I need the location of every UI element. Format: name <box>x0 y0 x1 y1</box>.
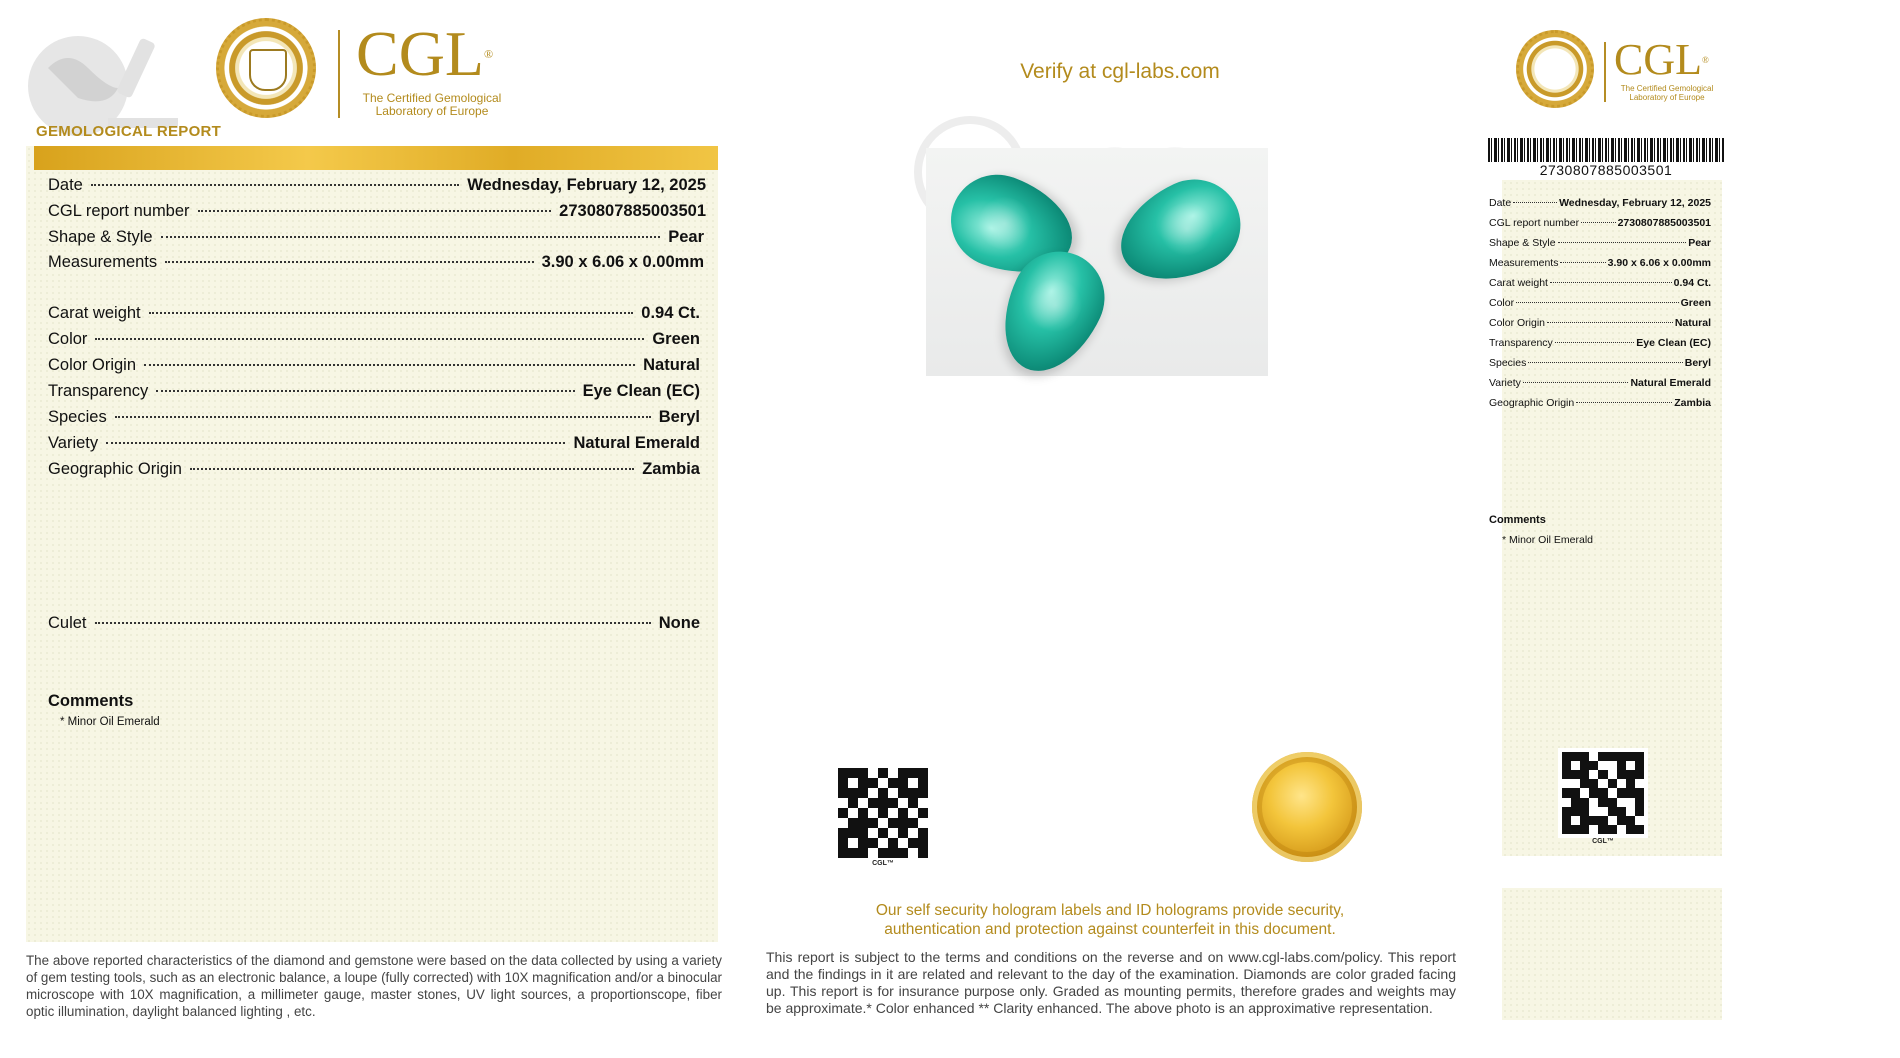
summary-row-color-origin: Color Origin Natural <box>1489 317 1711 329</box>
qr-code-icon[interactable] <box>1558 748 1648 838</box>
field-row-variety: Variety Natural Emerald <box>48 434 700 452</box>
qr-caption: CGL™ <box>1592 838 1614 845</box>
barcode-icon <box>1488 138 1724 162</box>
summary-row-report-number: CGL report number 2730807885003501 <box>1489 217 1711 229</box>
summary-card-lower <box>1502 888 1722 1020</box>
summary-row-species: Species Beryl <box>1489 357 1711 369</box>
summary-row-shape: Shape & Style Pear <box>1489 237 1711 249</box>
field-row-transparency: Transparency Eye Clean (EC) <box>48 382 700 400</box>
summary-comments-item: * Minor Oil Emerald <box>1502 534 1594 546</box>
report-label: GEMOLOGICAL REPORT <box>36 123 222 140</box>
barcode-number: 2730807885003501 <box>1539 162 1673 178</box>
terms-footnote: This report is subject to the terms and conditions on the reverse and on www.cgl-labs.com/policy. This report and the findings in it are related and relevant to the day of the examination. Diamonds are color graded facing up. This report is for insurance purpose only. Graded as mounting permits, therefore grades and weights may be approximate.* Color enhanced ** Clarity enhanced. The above photo is an approximative representation. <box>766 949 1456 1016</box>
summary-row-date: Date Wednesday, February 12, 2025 <box>1489 197 1711 209</box>
comments-heading: Comments <box>48 692 134 710</box>
methodology-footnote: The above reported characteristics of the diamond and gemstone were based on the data collected by using a variety of gem testing tools, such as an electronic balance, a loupe (fully corrected) with 10X magnification and/or a binocular microscope with 10X magnification, a millimeter gauge, master stones, UV light sources, a proportionscope, fiber optic illumination, daylight balanced lighting , etc. <box>26 953 722 1019</box>
cgl-seal-icon <box>216 18 316 118</box>
summary-comments-heading: Comments <box>1489 514 1546 526</box>
field-row-carat: Carat weight 0.94 Ct. <box>48 304 700 322</box>
summary-row-geographic-origin: Geographic Origin Zambia <box>1489 397 1711 409</box>
logo-tagline: The Certified Gemological Laboratory of Europe <box>362 91 502 118</box>
hologram-notice: Our self security hologram labels and ID holograms provide security, authentication and protection against counterfeit in this document. <box>875 902 1345 938</box>
field-row-date: Date Wednesday, February 12, 2025 <box>48 176 706 194</box>
qr-code-icon[interactable] <box>838 768 928 858</box>
summary-row-variety: Variety Natural Emerald <box>1489 377 1711 389</box>
logo-wordmark: CGL® <box>1614 35 1709 84</box>
logo-divider <box>338 30 340 118</box>
verify-link[interactable]: Verify at cgl-labs.com <box>1020 60 1220 83</box>
summary-row-color: Color Green <box>1489 297 1711 309</box>
gemstone-photo <box>926 148 1268 376</box>
summary-row-transparency: Transparency Eye Clean (EC) <box>1489 337 1711 349</box>
field-row-color-origin: Color Origin Natural <box>48 356 700 374</box>
cgl-seal-icon <box>1516 30 1594 108</box>
field-row-culet: Culet None <box>48 614 700 632</box>
logo-divider <box>1604 42 1606 102</box>
logo-tagline: The Certified Gemological Laboratory of Europe <box>1620 84 1714 102</box>
qr-caption: CGL™ <box>872 860 894 867</box>
field-row-measurements: Measurements 3.90 x 6.06 x 0.00mm <box>48 253 704 271</box>
field-row-species: Species Beryl <box>48 408 700 426</box>
field-row-color: Color Green <box>48 330 700 348</box>
summary-row-measurements: Measurements 3.90 x 6.06 x 0.00mm <box>1489 257 1711 269</box>
field-row-report-number: CGL report number 2730807885003501 <box>48 202 706 220</box>
comments-item: * Minor Oil Emerald <box>60 716 160 728</box>
summary-row-carat: Carat weight 0.94 Ct. <box>1489 277 1711 289</box>
field-row-geographic-origin: Geographic Origin Zambia <box>48 460 700 478</box>
emerald-stone-icon <box>1104 164 1255 300</box>
gold-hologram-seal-icon <box>1252 752 1362 862</box>
logo-wordmark: CGL® <box>356 18 494 89</box>
gold-band <box>34 146 718 170</box>
field-row-shape: Shape & Style Pear <box>48 228 704 246</box>
